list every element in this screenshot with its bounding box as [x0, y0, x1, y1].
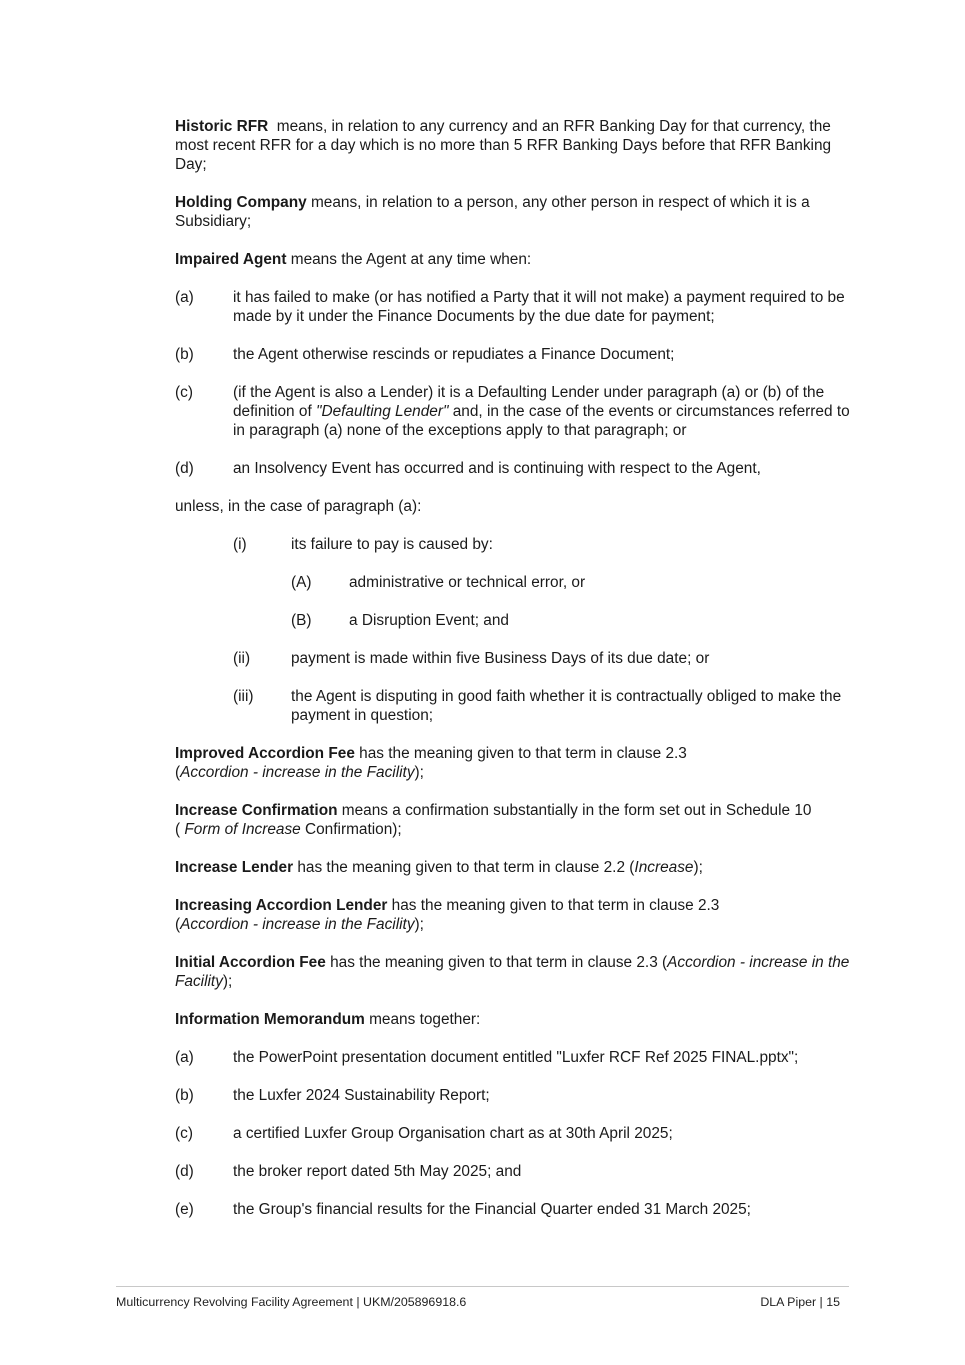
- list-item: [175, 288, 850, 326]
- item-text: payment is made within five Business Days of its due date; or: [291, 650, 710, 667]
- definition-improved-accordion-fee: Improved Accordion Fee has the meaning given to that term in clause 2.3 (Accordion - increase in the Facility);: [175, 745, 687, 781]
- item-label: (d): [175, 460, 194, 477]
- list-item: [175, 1086, 850, 1105]
- term: Increase Lender: [175, 859, 294, 876]
- item-label: (ii): [233, 650, 251, 667]
- item-text: an Insolvency Event has occurred and is continuing with respect to the Agent,: [233, 460, 761, 477]
- definition-text: means, in relation to any currency and an RFR Banking Day for that currency, the most recent RFR for a day which is no more than 5 RFR Banking Days before that RFR Banking Day;: [175, 118, 836, 173]
- definition-information-memorandum: Information Memorandum means together:: [175, 1011, 481, 1028]
- definition-text: means, in relation to a person, any other person in respect of which it is a Subsidiary;: [175, 194, 810, 230]
- list-item: [233, 649, 850, 668]
- item-text: a Disruption Event; and: [349, 612, 509, 629]
- item-label: (c): [175, 384, 193, 401]
- definition-impaired-agent: [175, 250, 850, 269]
- item-text: the Agent otherwise rescinds or repudiates a Finance Document;: [233, 346, 675, 363]
- item-label: (b): [175, 1087, 194, 1104]
- item-label: (e): [175, 1201, 194, 1218]
- item-text: administrative or technical error, or: [349, 574, 586, 591]
- item-label: (b): [175, 346, 194, 363]
- term: Impaired Agent: [175, 251, 287, 268]
- unless-clause: unless, in the case of paragraph (a):: [175, 498, 422, 515]
- term: Improved Accordion Fee: [175, 745, 355, 762]
- list-item: [175, 1124, 850, 1143]
- definition-initial-accordion-fee: Initial Accordion Fee has the meaning given to that term in clause 2.3 (Accordion - increase in the Facility);: [175, 954, 850, 990]
- item-text: the Luxfer 2024 Sustainability Report;: [233, 1087, 490, 1104]
- item-text: the broker report dated 5th May 2025; and: [233, 1163, 522, 1180]
- term: Increase Confirmation: [175, 802, 338, 819]
- list-item: [175, 1048, 850, 1067]
- footer-divider: [116, 1286, 849, 1287]
- item-text: its failure to pay is caused by:: [291, 536, 493, 553]
- item-text: the Agent is disputing in good faith whether it is contractually obliged to make the payment in question;: [291, 688, 842, 724]
- term: Information Memorandum: [175, 1011, 365, 1028]
- list-item: [175, 459, 850, 478]
- item-label: (iii): [233, 688, 254, 705]
- item-label: (a): [175, 289, 194, 306]
- definition-increasing-accordion-lender: Increasing Accordion Lender has the meaning given to that term in clause 2.3 (Accordion - increase in the Facility);: [175, 897, 720, 933]
- item-text: (if the Agent is also a Lender) it is a Defaulting Lender under paragraph (a) or (b) of the definition of "Defaulting Lender" and, in the case of the events or circumstances referred to in paragraph (a) none of the exceptions apply to that paragraph; or: [233, 384, 850, 439]
- item-label: (a): [175, 1049, 194, 1066]
- document-body: [175, 117, 850, 1238]
- definition-increase-lender: Increase Lender has the meaning given to that term in clause 2.2 (Increase);: [175, 859, 703, 876]
- term: Increasing Accordion Lender: [175, 897, 388, 914]
- definition-increase-confirmation: Increase Confirmation means a confirmation substantially in the form set out in Schedule 10 ( Form of Increase Confirmation);: [175, 802, 812, 838]
- item-text: a certified Luxfer Group Organisation chart as at 30th April 2025;: [233, 1125, 673, 1142]
- list-item: [233, 535, 850, 554]
- list-item: [175, 383, 850, 440]
- term: Historic RFR: [175, 118, 269, 135]
- definition-holding-company: [175, 193, 850, 231]
- list-item: [175, 345, 850, 364]
- item-text: it has failed to make (or has notified a Party that it will not make) a payment required to be made by it under the Finance Documents by the due date for payment;: [233, 289, 845, 325]
- list-item: [175, 1162, 850, 1181]
- item-label: (B): [291, 612, 312, 629]
- item-label: (d): [175, 1163, 194, 1180]
- footer-page-number: DLA Piper | 15: [760, 1295, 840, 1309]
- definition-historic-rfr: [175, 117, 850, 174]
- definition-text: means the Agent at any time when:: [286, 251, 532, 268]
- item-label: (i): [233, 536, 247, 553]
- item-label: (A): [291, 574, 312, 591]
- list-item: [291, 611, 850, 630]
- list-item: [291, 573, 850, 592]
- term: Initial Accordion Fee: [175, 954, 326, 971]
- term: Holding Company: [175, 194, 307, 211]
- list-item: [175, 1200, 850, 1219]
- list-item: [233, 687, 850, 725]
- item-text: the PowerPoint presentation document entitled "Luxfer RCF Ref 2025 FINAL.pptx";: [233, 1049, 799, 1066]
- item-label: (c): [175, 1125, 193, 1142]
- item-text: the Group's financial results for the Financial Quarter ended 31 March 2025;: [233, 1201, 751, 1218]
- footer-document-reference: Multicurrency Revolving Facility Agreement | UKM/205896918.6: [116, 1295, 467, 1309]
